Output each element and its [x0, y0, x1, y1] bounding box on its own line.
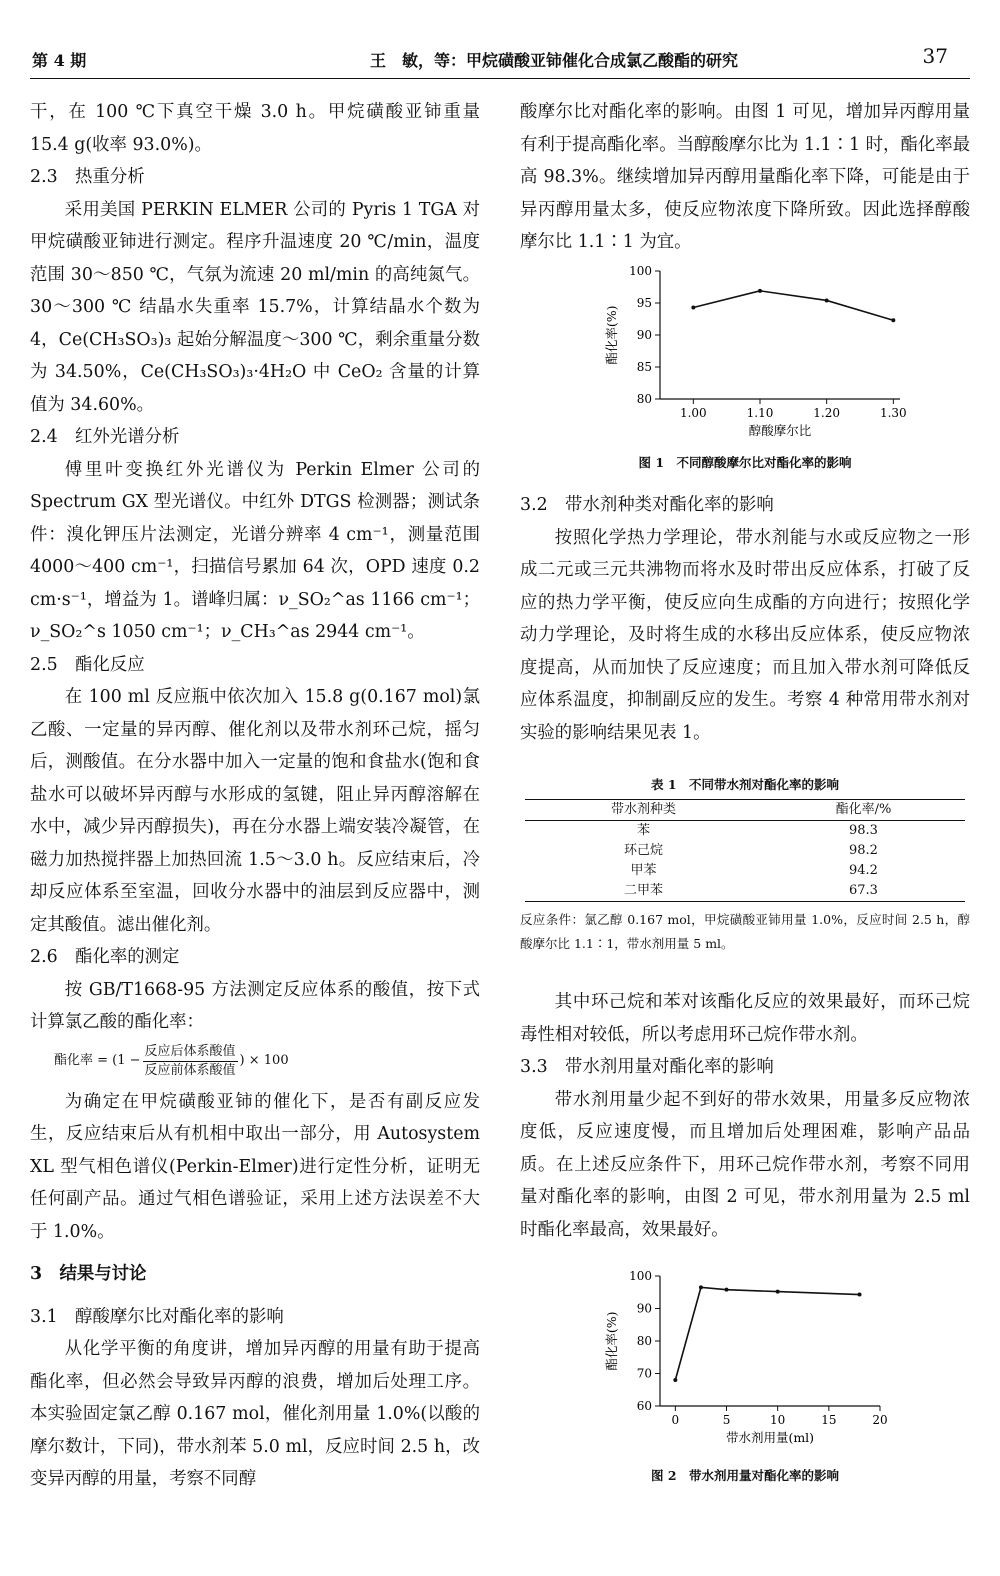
data-point: [725, 1288, 729, 1292]
left-column: [30, 96, 480, 1496]
figure-2-chart: [520, 1266, 970, 1456]
y-axis-label: 酯化率(%): [604, 304, 619, 365]
data-point: [673, 1378, 677, 1382]
table-1-grid: [525, 799, 965, 902]
y-tick-label: 60: [636, 1399, 652, 1413]
paragraph-2-3: 采用美国 PERKIN ELMER 公司的 Pyris 1 TGA 对甲烷磺酸亚铈进行测定。程序升温速度 20 ℃/min，温度范围 30～850 ℃，气氛为流速 20 ml/min 的高纯氮气。30～300 ℃ 结晶水失重率 15.7%，计算结晶水个数为 4，Ce(CH₃SO₃)₃ 起始分解温度～300 ℃，剩余重量分数为 34.50%，Ce(CH₃SO₃)₃·4H₂O 中 CeO₂ 含量的计算值为 34.60%。: [30, 199, 480, 415]
data-point: [891, 318, 895, 322]
figure-1-caption: 图 1 不同醇酸摩尔比对酯化率的影响: [638, 455, 852, 470]
section-heading-2-6: 2.6 酯化率的测定: [30, 947, 180, 967]
esterification-formula: [54, 1043, 480, 1080]
table-header-row: [525, 800, 965, 821]
paragraph-3-1-cont: 酸摩尔比对酯化率的影响。由图 1 可见，增加异丙醇用量有利于提高酯化率。当醇酸摩尔比为 1.1∶1 时，酯化率最高 98.3%。继续增加异丙醇用量酯化率下降，可能是由于异丙醇用量太多，使反应物浓度下降所致。因此选择醇酸摩尔比 1.1∶1 为宜。: [520, 102, 970, 252]
page-number: 37: [922, 44, 948, 68]
series-line: [675, 1287, 859, 1380]
table-cell: 67.3: [848, 883, 878, 898]
x-tick-label: 10: [770, 1413, 786, 1427]
y-tick-label: 100: [629, 1269, 652, 1283]
paragraph-3-2b: 其中环己烷和苯对该酯化反应的效果最好，而环己烷毒性相对较低，所以考虑用环己烷作带水剂。: [520, 992, 970, 1045]
y-tick-label: 100: [629, 263, 652, 278]
x-axis-label: 带水剂用量(ml): [725, 1430, 815, 1445]
y-tick-label: 95: [636, 295, 652, 310]
table-1-caption: 表 1 不同带水剂对酯化率的影响: [650, 777, 840, 792]
series-line: [693, 290, 893, 319]
y-tick-label: 90: [636, 1301, 652, 1316]
section-heading-2-4: 2.4 红外光谱分析: [30, 427, 180, 447]
formula-lhs: 酯化率 = (1 −: [54, 1053, 141, 1068]
x-tick-label: 15: [821, 1413, 837, 1427]
y-tick-label: 80: [636, 1334, 652, 1348]
data-point: [776, 1290, 780, 1294]
paragraph-2-6: 按 GB/T1668-95 方法测定反应体系的酸值，按下式计算氯乙酸的酯化率：: [30, 979, 480, 1032]
table-row: [525, 861, 965, 881]
table-cell: 环己烷: [623, 843, 663, 858]
paragraph-intro: 干，在 100 ℃下真空干燥 3.0 h。甲烷磺酸亚铈重量 15.4 g(收率 93.0%)。: [30, 102, 480, 155]
table-row: [525, 881, 965, 902]
x-tick-label: 1.00: [679, 405, 707, 420]
figure-1: [520, 259, 970, 472]
data-point: [699, 1285, 703, 1289]
y-tick-label: 90: [636, 327, 652, 342]
table-cell: 94.2: [848, 863, 878, 878]
data-point: [758, 288, 762, 292]
table-cell: 二甲苯: [623, 883, 663, 898]
section-heading-3: 3 结果与讨论: [30, 1264, 147, 1284]
paragraph-2-5: 在 100 ml 反应瓶中依次加入 15.8 g(0.167 mol)氯乙酸、一定量的异丙醇、催化剂以及带水剂环己烷，摇匀后，测酸值。在分水器中加入一定量的饱和食盐水(饱和食盐水可以破坏异丙醇与水形成的氢键，阻止异丙醇溶解在水中，减少异丙醇损失)，再在分水器上端安装冷凝管，在磁力加热搅拌器上加热回流 1.5～3.0 h。反应结束后，冷却反应体系至室温，回收分水器中的油层到反应器中，测定其酸值。滤出催化剂。: [30, 687, 480, 935]
header-rule: [30, 78, 970, 79]
table-row: [525, 821, 965, 842]
table-header-cell: 酯化率/%: [835, 802, 892, 817]
x-tick-label: 1.30: [879, 405, 907, 420]
table-row: [525, 841, 965, 861]
paragraph-3-2: 按照化学热力学理论，带水剂能与水或反应物之一形成二元或三元共沸物而将水及时带出反应体系，打破了反应的热力学平衡，使反应向生成酯的方向进行；按照化学动力学理论，及时将生成的水移出反应体系，使反应物浓度提高，从而加快了反应速度；而且加入带水剂可降低反应体系温度，抑制副反应的发生。考察 4 种常用带水剂对实验的影响结果见表 1。: [520, 527, 970, 743]
right-column: [520, 96, 970, 1484]
x-tick-label: 5: [722, 1413, 731, 1427]
table-cell: 98.2: [848, 843, 878, 858]
table-cell: 98.3: [848, 823, 878, 838]
paragraph-3-1: 从化学平衡的角度讲，增加异丙醇的用量有助于提高酯化率，但必然会导致异丙醇的浪费，增加后处理工序。本实验固定氯乙醇 0.167 mol，催化剂用量 1.0%(以酸的摩尔数计，下同)，带水剂苯 5.0 ml，反应时间 2.5 h，改变异丙醇的用量，考察不同醇: [30, 1339, 480, 1489]
paragraph-2-6b: 为确定在甲烷磺酸亚铈的催化下，是否有副反应发生，反应结束后从有机相中取出一部分，用 Autosystem XL 型气相色谱仪(Perkin-Elmer)进行定性分析，证明无任何副产品。通过气相色谱验证，采用上述方法误差不大于 1.0%。: [30, 1091, 480, 1242]
formula-fraction: [143, 1043, 238, 1080]
data-point: [858, 1293, 862, 1297]
section-heading-2-3: 2.3 热重分析: [30, 167, 145, 187]
section-heading-3-2: 3.2 带水剂种类对酯化率的影响: [520, 495, 774, 515]
table-cell: 苯: [636, 823, 650, 838]
figure-2: [520, 1266, 970, 1484]
table-1-note: 反应条件：氯乙醇 0.167 mol，甲烷磺酸亚铈用量 1.0%，反应时间 2.5 h，醇酸摩尔比 1.1∶1，带水剂用量 5 ml。: [520, 912, 970, 951]
data-point: [825, 298, 829, 302]
figure-2-caption: 图 2 带水剂用量对酯化率的影响: [650, 1467, 840, 1483]
running-header: [0, 0, 1000, 80]
y-tick-label: 85: [636, 359, 652, 374]
table-cell: 甲苯: [630, 863, 657, 878]
section-heading-3-3: 3.3 带水剂用量对酯化率的影响: [520, 1057, 774, 1077]
x-tick-label: 1.10: [746, 405, 774, 420]
x-tick-label: 20: [872, 1413, 888, 1427]
x-axis-label: 醇酸摩尔比: [748, 422, 812, 438]
section-heading-3-1: 3.1 醇酸摩尔比对酯化率的影响: [30, 1306, 284, 1327]
y-tick-label: 70: [636, 1366, 652, 1381]
issue-number: 第 4 期: [32, 51, 87, 70]
section-heading-2-5: 2.5 酯化反应: [30, 654, 145, 675]
paragraph-3-3: 带水剂用量少起不到好的带水效果，用量多反应物浓度低，反应速度慢，而且增加后处理困难，影响产品品质。在上述反应条件下，用环己烷作带水剂，考察不同用量对酯化率的影响，由图 2 可见，带水剂用量为 2.5 ml 时酯化率最高，效果最好。: [520, 1089, 970, 1240]
formula-numerator: 反应后体系酸值: [143, 1043, 238, 1062]
paragraph-2-4: 傅里叶变换红外光谱仪为 Perkin Elmer 公司的 Spectrum GX 型光谱仪。中红外 DTGS 检测器；测试条件：溴化钾压片法测定，光谱分辨率 4 cm⁻¹，测量范围 4000～400 cm⁻¹，扫描信号累加 64 次，OPD 速度 0.2 cm·s⁻¹，增益为 1。谱峰归属：ν_SO₂^as 1166 cm⁻¹；ν_SO₂^s 1050 cm⁻¹；ν_CH₃^as 2944 cm⁻¹。: [30, 459, 480, 642]
data-point: [691, 305, 695, 309]
formula-denominator: 反应前体系酸值: [144, 1062, 236, 1078]
running-title: 王 敏，等：甲烷磺酸亚铈催化合成氯乙酸酯的研究: [370, 51, 739, 70]
table-header-cell: 带水剂种类: [610, 802, 676, 817]
table-1: [520, 777, 970, 956]
y-axis-label: 酯化率(%): [604, 1311, 619, 1371]
figure-1-chart: [520, 259, 970, 444]
x-tick-label: 0: [671, 1413, 680, 1427]
x-tick-label: 1.20: [813, 405, 841, 420]
formula-rhs: ) × 100: [239, 1053, 289, 1068]
y-tick-label: 80: [636, 391, 652, 406]
